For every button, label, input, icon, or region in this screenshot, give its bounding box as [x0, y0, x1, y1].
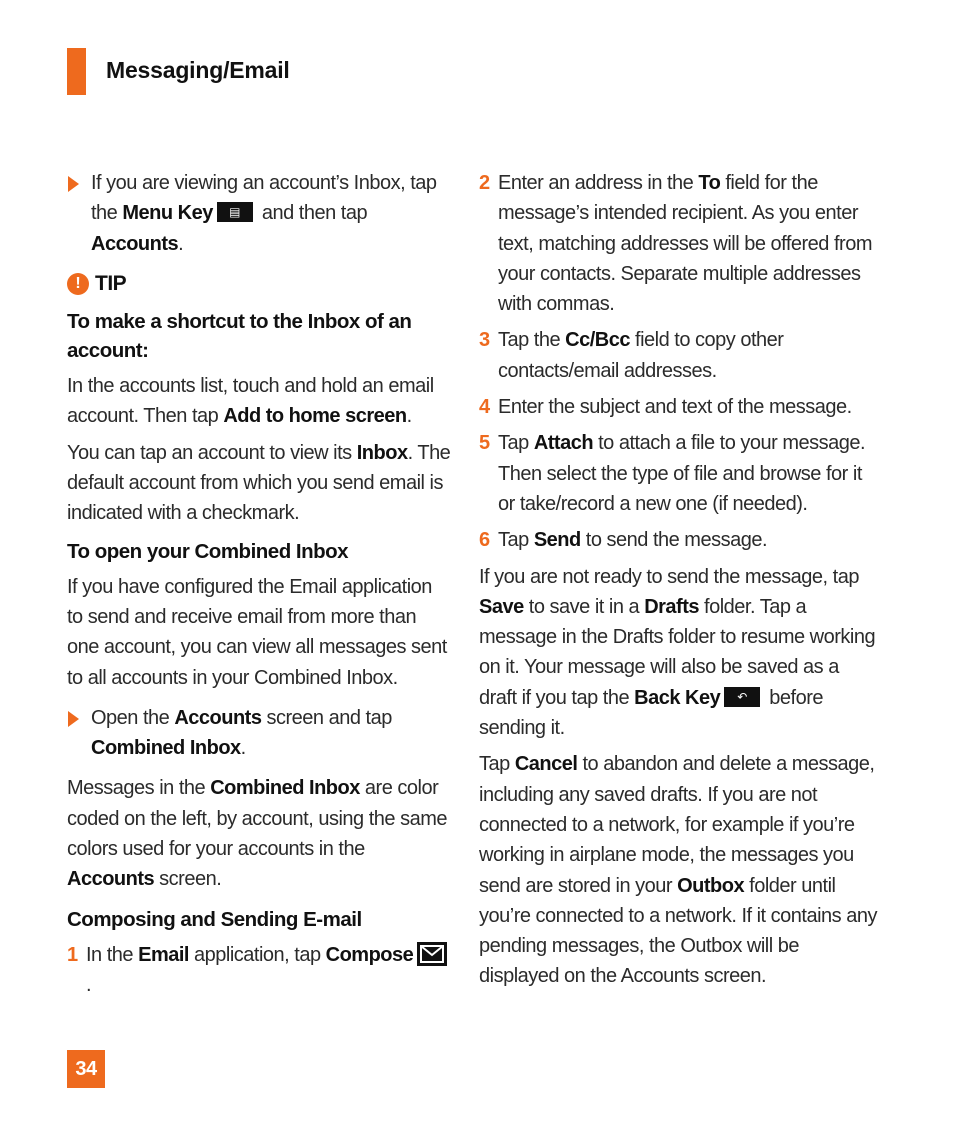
combined-inbox-paragraph: If you have configured the Email application to send and receive email from more than one account, you can view all messages sent to all accounts in your Combined Inbox.: [67, 575, 447, 689]
menu-key-icon: ▤: [217, 202, 253, 222]
left-column: [67, 168, 452, 1006]
step-2: 2 Enter an address in the To field for the message’s intended recipient. As you enter text, matching addresses will be offered from your contacts. Separate multiple addresses with commas.: [479, 168, 879, 319]
step-1: 1 In the Email application, tap Compose .: [67, 940, 452, 1001]
section-marker: [67, 48, 86, 95]
step-6: 6 Tap Send to send the message.: [479, 525, 879, 555]
combined-inbox-heading: To open your Combined Inbox: [67, 539, 349, 563]
arrow-right-icon: [68, 176, 79, 192]
step-number: 4: [479, 396, 490, 419]
color-coded-paragraph: Messages in the Combined Inbox are color coded on the left, by account, using the same colors used for your accounts in the Accounts screen.: [67, 777, 447, 891]
right-column: [479, 168, 879, 998]
menu-key-label: Menu Key: [122, 202, 213, 225]
arrow-right-icon: [68, 711, 79, 727]
shortcut-paragraph-1: In the accounts list, touch and hold an email account. Then tap Add to home screen.: [67, 375, 434, 428]
shortcut-heading: To make a shortcut to the Inbox of an account:: [67, 310, 412, 363]
accounts-label: Accounts: [91, 232, 179, 255]
step-number: 3: [479, 329, 490, 352]
step-number: 5: [479, 432, 490, 455]
tip-exclamation-icon: !: [67, 273, 89, 295]
tip-heading: ! TIP: [67, 269, 452, 299]
step-3: 3 Tap the Cc/Bcc field to copy other contacts/email addresses.: [479, 325, 879, 386]
compose-icon: [417, 942, 447, 966]
step-5: 5 Tap Attach to attach a file to your message. Then select the type of file and browse for it or take/record a new one (if needed).: [479, 428, 879, 519]
save-draft-paragraph: If you are not ready to send the message, tap Save to save it in a Drafts folder. Tap a message in the Drafts folder to resume working on it. Your message will also be saved as a draft if you tap the Back Key ↶ before sending it.: [479, 565, 876, 740]
step-number: 2: [479, 172, 490, 194]
page-number: 34: [67, 1050, 105, 1088]
composing-heading: Composing and Sending E-mail: [67, 907, 362, 931]
step-4: 4 Enter the subject and text of the message.: [479, 392, 879, 422]
shortcut-paragraph-2: You can tap an account to view its Inbox. The default account from which you send email is indicated with a checkmark.: [67, 441, 451, 525]
step-number: 1: [67, 943, 78, 966]
bullet-open-combined: Open the Accounts screen and tap Combined Inbox.: [67, 703, 452, 764]
step-number: 6: [479, 529, 490, 552]
section-title: Messaging/Email: [106, 57, 290, 83]
cancel-outbox-paragraph: Tap Cancel to abandon and delete a message, including any saved drafts. If you are not connected to a network, for example if you’re working in airplane mode, the messages you send are stored in your Outbox folder until you’re connected to a network. If it contains any pending messages, the Outbox will be displayed on the Accounts screen.: [479, 753, 877, 988]
bullet-view-accounts: If you are viewing an account’s Inbox, tap the Menu Key ▤ and then tap Accounts.: [67, 168, 452, 259]
back-key-icon: ↶: [724, 687, 760, 707]
